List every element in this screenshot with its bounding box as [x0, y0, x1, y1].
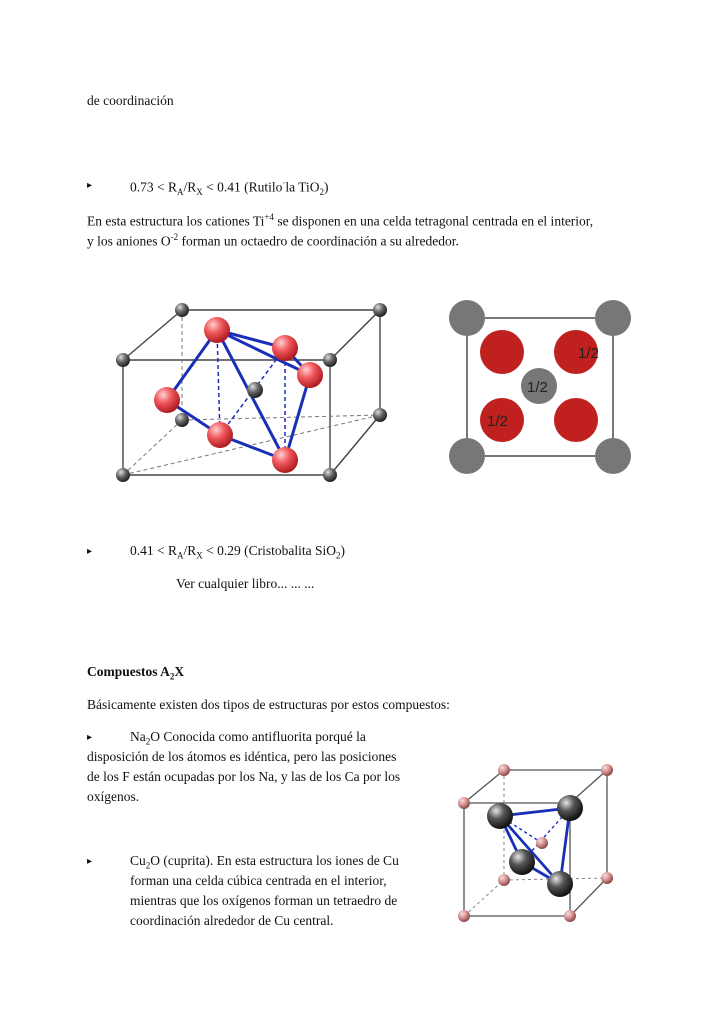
cu2o-line1: $Cu_2O$ (cuprita). En esta estructura los iones de Cu — [130, 853, 399, 871]
rutile-projection-diagram — [440, 290, 640, 475]
ti-atom — [175, 413, 189, 427]
cu2o-line2: forman una celda cúbica centrada en el interior, — [130, 873, 387, 888]
ti-atom — [323, 468, 337, 482]
o-atom — [204, 317, 230, 343]
cuprite-unit-cell-diagram — [452, 758, 622, 928]
bullet-icon: ▸ — [87, 546, 93, 557]
ti-atom — [175, 303, 189, 317]
o-atom — [458, 910, 470, 922]
na2o-line2: disposición de los átomos es idéntica, pero las posiciones — [87, 749, 397, 764]
bullet-icon: ▸ — [87, 180, 93, 191]
na2o-line1: $Na_2O$ Conocida como antifluorita porqué la — [130, 729, 366, 747]
a2x-intro: Básicamente existen dos tipos de estructuras por estos compuestos: — [87, 697, 450, 712]
cristobalita-ratio: $0.41 < R_A/R_X < 0.29$ (Cristobalita SiO$_2$) — [130, 543, 345, 561]
o-atom — [297, 362, 323, 388]
cristobalita-note: Ver cualquier libro... ... ... — [176, 576, 315, 591]
rutile-desc-line2: y los aniones $O^{-2}$ forman un octaedro de coordinación a su alrededor. — [87, 232, 459, 249]
na2o-line4: oxígenos. — [87, 789, 140, 804]
cu-atom — [547, 871, 573, 897]
bullet-icon: ▸ — [87, 856, 93, 867]
ti-atom — [373, 408, 387, 422]
o-atom — [154, 387, 180, 413]
cu2o-line4: coordinación alrededor de Cu central. — [130, 913, 334, 928]
corner-atom — [595, 438, 631, 474]
o-atom — [272, 447, 298, 473]
o-center-atom — [536, 837, 548, 849]
label-half: 1/2 — [578, 345, 599, 362]
label-half: 1/2 — [487, 413, 508, 430]
o-atom — [207, 422, 233, 448]
ti-atom — [323, 353, 337, 367]
o-atom — [498, 764, 510, 776]
corner-atom — [449, 300, 485, 336]
cu-atom — [557, 795, 583, 821]
ti-atom — [373, 303, 387, 317]
rutile-desc-line1: En esta estructura los cationes $Ti^{+4}$ se disponen en una celda tetragonal centrada en el interior, — [87, 212, 594, 229]
corner-atom — [595, 300, 631, 336]
corner-atom — [449, 438, 485, 474]
o-atom — [601, 764, 613, 776]
na2o-line3: de los F están ocupadas por los Na, y las de los Ca por los — [87, 769, 401, 784]
bullet-icon: ▸ — [87, 732, 93, 743]
text-line: de coordinación — [87, 93, 174, 108]
ti-center-atom — [247, 382, 263, 398]
o-atom — [272, 335, 298, 361]
cu2o-line3: mientras que los oxígenos forman un tetraedro de — [130, 893, 398, 908]
label-half: 1/2 — [527, 379, 548, 396]
o-atom — [601, 872, 613, 884]
o-atom — [498, 874, 510, 886]
o-atom — [480, 330, 524, 374]
ti-atom — [116, 353, 130, 367]
ti-atom — [116, 468, 130, 482]
cu-atom — [487, 803, 513, 829]
o-atom — [564, 910, 576, 922]
o-atom — [458, 797, 470, 809]
rutile-unit-cell-diagram — [105, 290, 405, 505]
cu-atom — [509, 849, 535, 875]
section-heading: Compuestos $A_2X$ — [87, 664, 185, 682]
o-atom — [554, 398, 598, 442]
rutile-ratio: $0.73 < R_A/R_X < 0.41$ (Rutilo·la TiO$_2$) — [130, 178, 329, 198]
